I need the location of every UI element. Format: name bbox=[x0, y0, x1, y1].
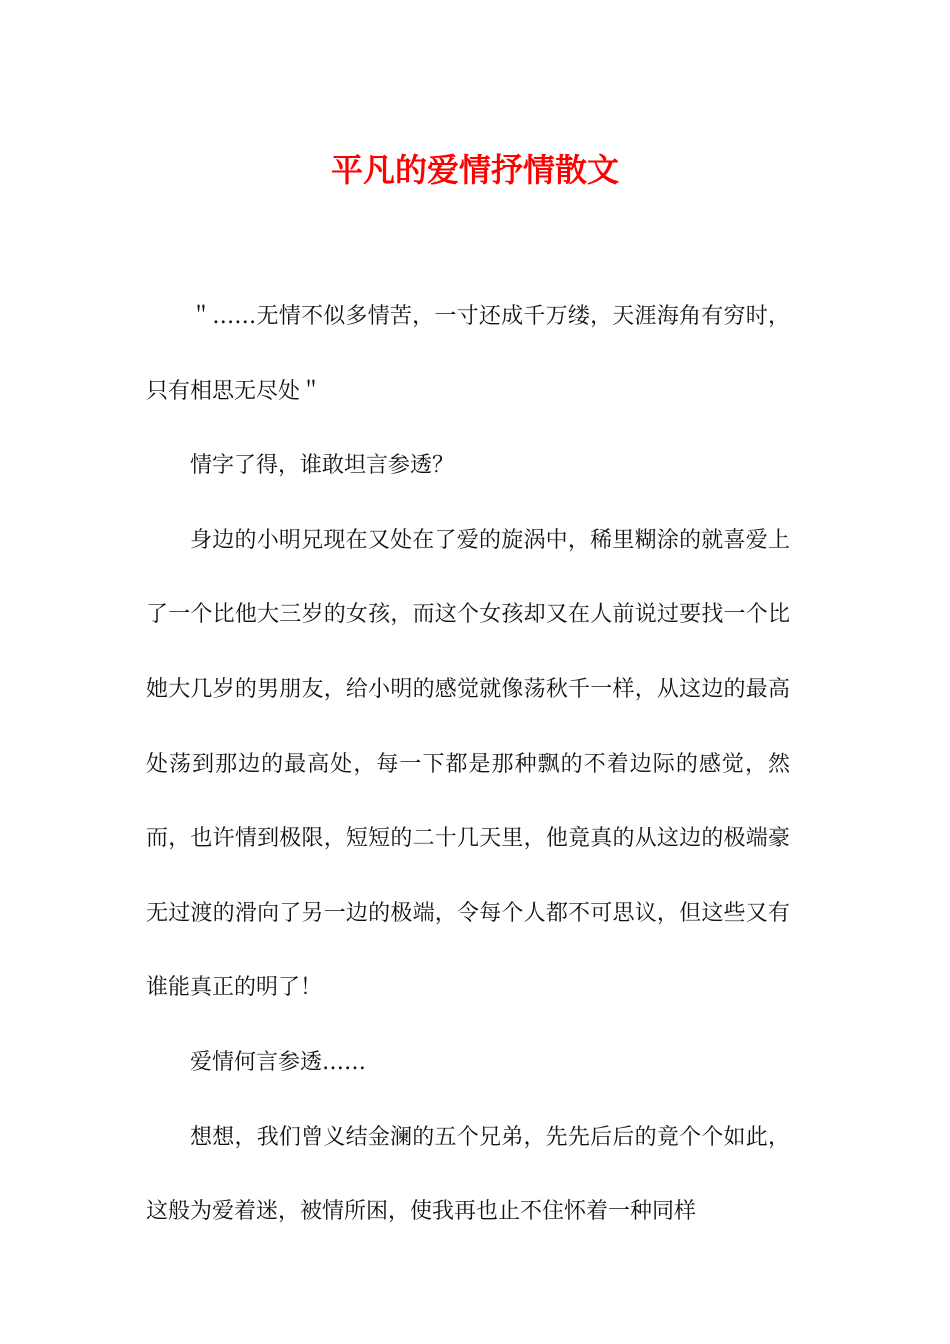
document-body bbox=[146, 280, 790, 1250]
paragraph-poem-quote: ＂……无情不似多情苦，一寸还成千万缕，天涯海角有穷时，只有相思无尽处＂ bbox=[146, 304, 790, 404]
paragraph-xiaoming-story: 身边的小明兄现在又处在了爱的旋涡中，稀里糊涂的就喜爱上了一个比他大三岁的女孩，而这个女孩却又在人前说过要找一个比她大几岁的男朋友，给小明的感觉就像荡秋千一样，从这边的最高处荡到那边的最高处，每一下都是那种飘的不着边际的感觉，然而，也许情到极限，短短的二十几天里，他竟真的从这边的极端豪无过渡的滑向了另一边的极端，令每个人都不可思议，但这些又有谁能真正的明了！ bbox=[146, 527, 790, 1001]
paragraph-question: 情字了得，谁敢坦言参透？ bbox=[190, 453, 455, 479]
document-title: 平凡的爱情抒情散文 bbox=[330, 151, 619, 189]
paragraph-love-reflection: 爱情何言参透…… bbox=[190, 1049, 367, 1075]
paragraph-five-brothers: 想想，我们曾义结金澜的五个兄弟，先先后后的竟个个如此，这般为爱着迷，被情所困，使我再也止不住怀着一种同样 bbox=[146, 1124, 790, 1225]
